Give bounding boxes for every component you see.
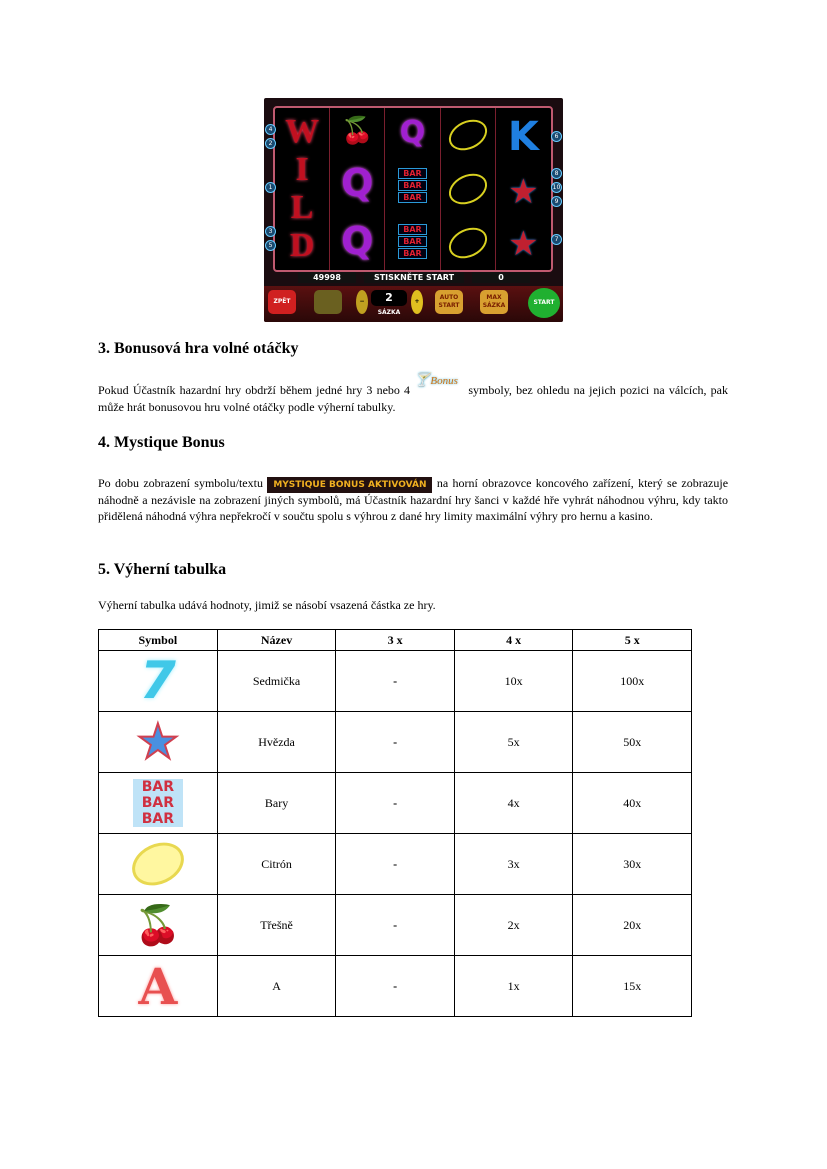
- reel-3: [385, 108, 440, 270]
- line-number: 6: [551, 131, 562, 142]
- line-number: 7: [551, 234, 562, 245]
- line-number: 9: [551, 196, 562, 207]
- cherry-icon: 🍒: [341, 116, 374, 146]
- line-number: 2: [265, 138, 276, 149]
- symbol-cell: [99, 895, 218, 956]
- star-icon: ★: [508, 224, 539, 264]
- text: Pokud Účastník hazardní hry obdrží během jedné hry 3 nebo 4: [98, 383, 411, 397]
- lemon-icon: [444, 168, 492, 210]
- x4-cell: 5x: [454, 712, 573, 773]
- text: na horní obrazovce koncového zařízení, který se zobrazuje náhodně a nezávisle na zobrazení jiných symbolů, má Účastník hazardní hry šanci v každé hře vyhrát náhodnou výhru, kdy takto přidělená náhodná výhra nepřekročí v součtu spolu s výhrou z dané hry limity maximální výhry pro hernu a kasino.: [98, 476, 729, 523]
- x5-cell: 100x: [573, 651, 692, 712]
- x3-cell: -: [336, 895, 454, 956]
- symbol-cell: [99, 651, 218, 712]
- x4-cell: 10x: [454, 651, 573, 712]
- table-row: [99, 956, 692, 1017]
- x5-cell: 30x: [573, 834, 692, 895]
- lemon-icon: [125, 834, 191, 893]
- name-cell: Hvězda: [217, 712, 336, 773]
- win-display: 0: [472, 272, 530, 283]
- line-number: 10: [552, 184, 561, 191]
- q-symbol: Q: [341, 161, 374, 205]
- reel-1: [275, 108, 330, 270]
- x3-cell: -: [336, 773, 454, 834]
- lemon-icon: [444, 114, 492, 156]
- back-button[interactable]: ZPĚT: [268, 290, 296, 314]
- symbol-cell: [99, 834, 218, 895]
- table-row: [99, 834, 692, 895]
- bar-stack: BAR BAR BAR: [398, 223, 426, 260]
- paytable: [98, 629, 692, 1017]
- section-heading: 5. Výherní tabulka: [98, 561, 227, 578]
- paragraph: Výherní tabulka udává hodnoty, jimiž se násobí vsazená částka ze hry.: [98, 598, 436, 612]
- x5-cell: 15x: [573, 956, 692, 1017]
- text: symboly, bez ohledu na jejich pozici na válcích, pak může hrát bonusovou hru volné otáčky podle výherní tabulky.: [98, 383, 728, 414]
- max-bet-button[interactable]: MAX SÁZKA: [480, 290, 508, 314]
- paragraph: [98, 372, 728, 415]
- x5-cell: 20x: [573, 895, 692, 956]
- star-icon: ★: [508, 172, 539, 212]
- q-symbol: Q: [341, 219, 374, 263]
- name-cell: A: [217, 956, 336, 1017]
- x4-cell: 1x: [454, 956, 573, 1017]
- column-header: 3 x: [336, 630, 454, 651]
- paragraph: [98, 476, 728, 524]
- control-panel: [264, 286, 563, 322]
- line-number: 3: [265, 226, 276, 237]
- name-cell: Bary: [217, 773, 336, 834]
- column-header: 4 x: [454, 630, 573, 651]
- table-row: [99, 773, 692, 834]
- bet-minus-button[interactable]: −: [356, 290, 368, 314]
- wild-symbol: W I L D: [285, 113, 320, 264]
- symbol-cell: [99, 712, 218, 773]
- bonus-cocktail-icon: 🍸Bonus: [414, 372, 458, 387]
- bet-plus-button[interactable]: +: [411, 290, 423, 314]
- bet-label: SÁZKA: [377, 309, 401, 316]
- x3-cell: -: [336, 712, 454, 773]
- x4-cell: 3x: [454, 834, 573, 895]
- start-button[interactable]: START: [528, 288, 560, 318]
- table-row: [99, 895, 692, 956]
- line-number: 1: [265, 182, 276, 193]
- slot-game-screenshot: [264, 98, 563, 322]
- status-display: STISKNĚTE START: [364, 272, 464, 283]
- name-cell: Sedmička: [217, 651, 336, 712]
- symbol-cell: [99, 956, 218, 1017]
- table-row: [99, 651, 692, 712]
- reel-4: [441, 108, 496, 270]
- line-number: 4: [265, 124, 276, 135]
- column-header: 5 x: [573, 630, 692, 651]
- text: Po dobu zobrazení symbolu/textu: [98, 476, 263, 490]
- column-header: Název: [217, 630, 336, 651]
- line-number: 8: [551, 168, 562, 179]
- x3-cell: -: [336, 956, 454, 1017]
- name-cell: Citrón: [217, 834, 336, 895]
- table-header-row: [99, 630, 692, 651]
- x4-cell: 2x: [454, 895, 573, 956]
- bar-stack: BAR BAR BAR: [398, 167, 426, 204]
- cherry-icon: 🍒: [134, 902, 182, 947]
- section-heading: 3. Bonusová hra volné otáčky: [98, 340, 299, 357]
- x3-cell: -: [336, 651, 454, 712]
- reel-2: [330, 108, 385, 270]
- line-number: 5: [265, 240, 276, 251]
- auto-start-button[interactable]: AUTO START: [435, 290, 463, 314]
- x3-cell: -: [336, 834, 454, 895]
- x4-cell: 4x: [454, 773, 573, 834]
- disabled-button: [314, 290, 342, 314]
- x5-cell: 50x: [573, 712, 692, 773]
- table-row: [99, 712, 692, 773]
- star-icon: ★: [136, 714, 180, 770]
- mystique-bonus-badge: MYSTIQUE BONUS AKTIVOVÁN: [267, 477, 432, 493]
- lemon-icon: [444, 222, 492, 264]
- bet-value: 2: [371, 290, 407, 306]
- x5-cell: 40x: [573, 773, 692, 834]
- section-heading: 4. Mystique Bonus: [98, 434, 225, 451]
- letter-a-icon: A: [138, 956, 178, 1016]
- symbol-cell: [99, 773, 218, 834]
- bar-icon: BAR BAR BAR: [133, 779, 183, 827]
- reel-5: [496, 108, 551, 270]
- column-header: Symbol: [99, 630, 218, 651]
- reels: [273, 106, 553, 272]
- seven-icon: 7: [139, 651, 176, 711]
- k-symbol: K: [507, 114, 539, 160]
- name-cell: Třešně: [217, 895, 336, 956]
- credit-display: 49998: [298, 272, 356, 283]
- q-symbol: Q: [399, 114, 426, 150]
